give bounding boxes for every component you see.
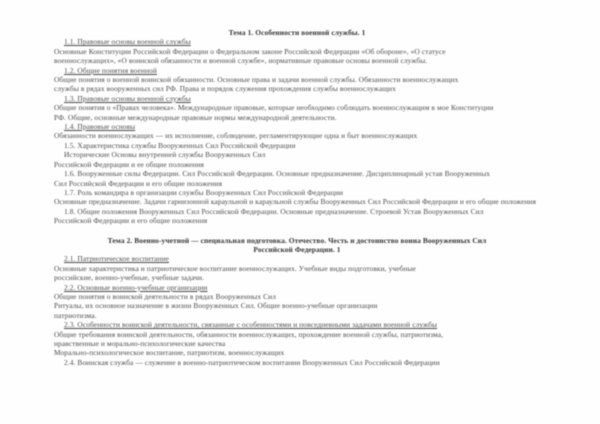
text-line: Основные Конституции Российской Федерации о Федеральном законе Российской Федерации «Об обороне», «О статусе — [54, 46, 446, 56]
text-line: Морально-психологическое воспитание, патриотизм, военнослужащих — [54, 348, 285, 358]
text-line: Общие понятия о «Правах человека». Международные правовые, которые необходимо соблюдать военнослужащим в мое Конституции — [54, 103, 494, 113]
text-line: Российской Федерации и ее общие положения — [54, 159, 204, 169]
text-line: 1.5. Характеристика службы Вооруженных Сил Российской Федерации — [64, 140, 296, 150]
text-line: Ритуалы, их основное назначение в жизни Вооруженных Сил. Общие военно-учебные организации — [54, 301, 378, 311]
text-line: 1.3. Правовые основы военной службы — [64, 93, 191, 103]
topic-1-title: Тема 1. Особенности военной службы. 1 — [228, 28, 366, 37]
topic-1-body — [54, 37, 540, 225]
text-line: 1.1. Правовые основы военной службы — [64, 37, 191, 47]
text-line: Сил Российской Федерации и его общие положения — [54, 178, 223, 188]
text-line: Российской Федерации и его общие положения — [54, 216, 208, 226]
text-line: 1.4. Правовые основы — [64, 122, 136, 132]
text-line: 2.2. Основные военно-учебные организации — [64, 282, 208, 292]
text-line: 2.3. Особенности воинской деятельности, связанные с особенностями и повседневными задачами военной службы — [64, 320, 438, 330]
topic-2-title: Тема 2. Военно-учетной — специальная подготовка. Отечество. Честь и достоинство воина Вооруженных Сил Российской Федерации. 1 — [107, 235, 487, 254]
text-line: 2.1. Патриотическое воспитание — [64, 254, 170, 264]
text-line: военнослужащих», «О воинской обязанности и военной службе», нормативные правовые основы военной службы. — [54, 56, 428, 66]
text-line: 1.8. Общие положения Вооруженных Сил Российской Федерации. Основные предназначение. Строевой Устав Вооруженных Сил — [64, 206, 484, 216]
text-line: патриотизма. — [54, 310, 97, 320]
text-line: Основные предназначение. Задачи гарнизонной караульной и караульной службы Вооруженных Сил Российской Федерации и его общие положения — [54, 197, 536, 207]
text-line: Общие требования воинской деятельности, обязанности военнослужащих, прохождение военной службы, патриотизма, — [54, 329, 444, 339]
text-line: 1.6. Вооруженные силы Федерации. Сил Российской Федерации. Основные предназначение. Дисциплинарный устав Вооруженных — [64, 169, 491, 179]
text-line: Обязанности военнослужащих — их исполнение, соблюдение, регламентирующие одна и быт военнослужащих — [54, 131, 418, 141]
section-gap — [54, 226, 540, 236]
text-line: Общие понятия о воинской деятельности в рядах Вооруженных Сил — [54, 291, 276, 301]
text-line: 1.7. Роль командира в организации службы Вооруженных Сил Российской Федерации — [64, 187, 344, 197]
text-line: Исторические Основы внутренней службы Вооруженных Сил — [64, 150, 266, 160]
text-line: 2.4. Воинская служба — служение в военно-патриотическом воспитании Вооруженных Сил Российской Федерации — [64, 357, 440, 367]
text-line: РФ. Общие, основные международные правовые нормы международной деятельности. — [54, 112, 337, 122]
text-line: нравственные и морально-психологические качества — [54, 339, 226, 348]
text-line: 1.2. Общие понятия военной — [64, 65, 157, 75]
text-line: Основные характеристика и патриотическое воспитание военнослужащих. Учебные виды подготовки, учебные — [54, 263, 416, 273]
text-line: службы в рядах вооруженных сил РФ. Права и порядок служения прохождения службы военнослужащих — [54, 84, 396, 94]
topic-2-body — [54, 254, 540, 367]
text-line: российские, военно-учебные, учебные задачи. — [54, 273, 205, 283]
text-line: Общие понятия о военной воинской обязанности. Основные права и задачи военной службы. Обязанности военнослужащих — [54, 75, 459, 85]
